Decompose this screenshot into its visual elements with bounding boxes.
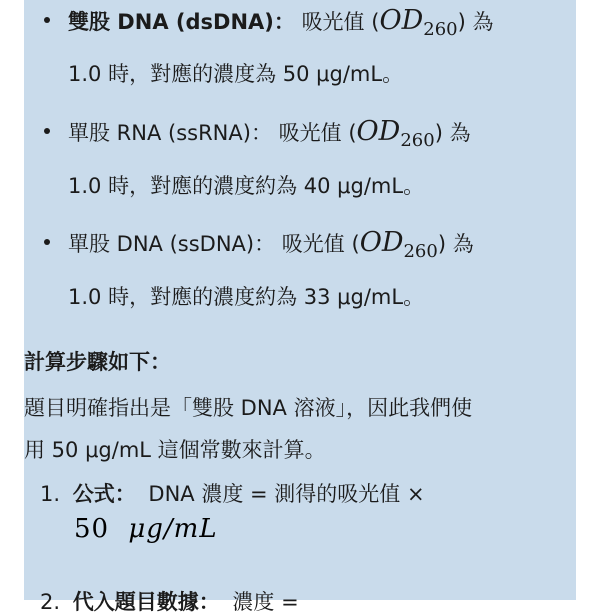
paragraph-line: 題目明確指出是「雙股 DNA 溶液」，因此我們使 [24, 396, 473, 420]
step-number: 2. [40, 590, 61, 614]
item-tail: 為 [452, 232, 474, 256]
item-label: 雙股 DNA (dsDNA)： [68, 10, 295, 34]
od-symbol: $OD_{260}$ [359, 227, 438, 262]
item-label: 單股 RNA (ssRNA)： [68, 121, 272, 145]
item-tail: 為 [449, 121, 471, 145]
paragraph-line: 用 50 μg/mL 這個常數來計算。 [24, 438, 326, 462]
od-symbol: $OD_{260}$ [356, 116, 435, 151]
step-number: 1. [40, 482, 61, 506]
step-text: DNA 濃度 = 測得的吸光值 × [148, 482, 425, 506]
list-item-continuation: 1.0 時，對應的濃度約為 40 μg/mL。 [68, 174, 425, 198]
absorbance-label: 吸光值 [278, 121, 342, 145]
step-item-formula [40, 480, 425, 508]
formula-constant [74, 514, 218, 544]
absorbance-label: 吸光值 [301, 10, 365, 34]
absorbance-label: 吸光值 [281, 232, 345, 256]
formula-number: 50 [74, 514, 110, 544]
step-label: 公式： [72, 482, 136, 506]
item-tail: 為 [472, 10, 494, 34]
list-item-ssrna: 單股 RNA (ssRNA)： 吸光值 $(OD_{260})$ 為 [68, 116, 471, 151]
item-label: 單股 DNA (ssDNA)： [68, 232, 276, 256]
bullet-dot [44, 239, 50, 245]
bullet-dot [44, 128, 50, 134]
list-item-continuation: 1.0 時，對應的濃度約為 33 μg/mL。 [68, 285, 425, 309]
list-item-ssdna: 單股 DNA (ssDNA)： 吸光值 $(OD_{260})$ 為 [68, 227, 474, 262]
list-item-dsdna: 雙股 DNA (dsDNA)： 吸光值 $(OD_{260})$ 為 [68, 5, 494, 40]
formula-unit: μg/mL [128, 514, 218, 544]
step-label: 代入題目數據： [72, 590, 220, 614]
list-item-continuation: 1.0 時，對應的濃度為 50 μg/mL。 [68, 62, 404, 86]
bullet-dot [44, 17, 50, 23]
step-item-substitute [40, 588, 299, 616]
step-text: 濃度 = [232, 590, 299, 614]
answer-panel [24, 0, 576, 614]
steps-heading: 計算步驟如下： [24, 350, 171, 374]
od-symbol: $OD_{260}$ [379, 5, 458, 40]
